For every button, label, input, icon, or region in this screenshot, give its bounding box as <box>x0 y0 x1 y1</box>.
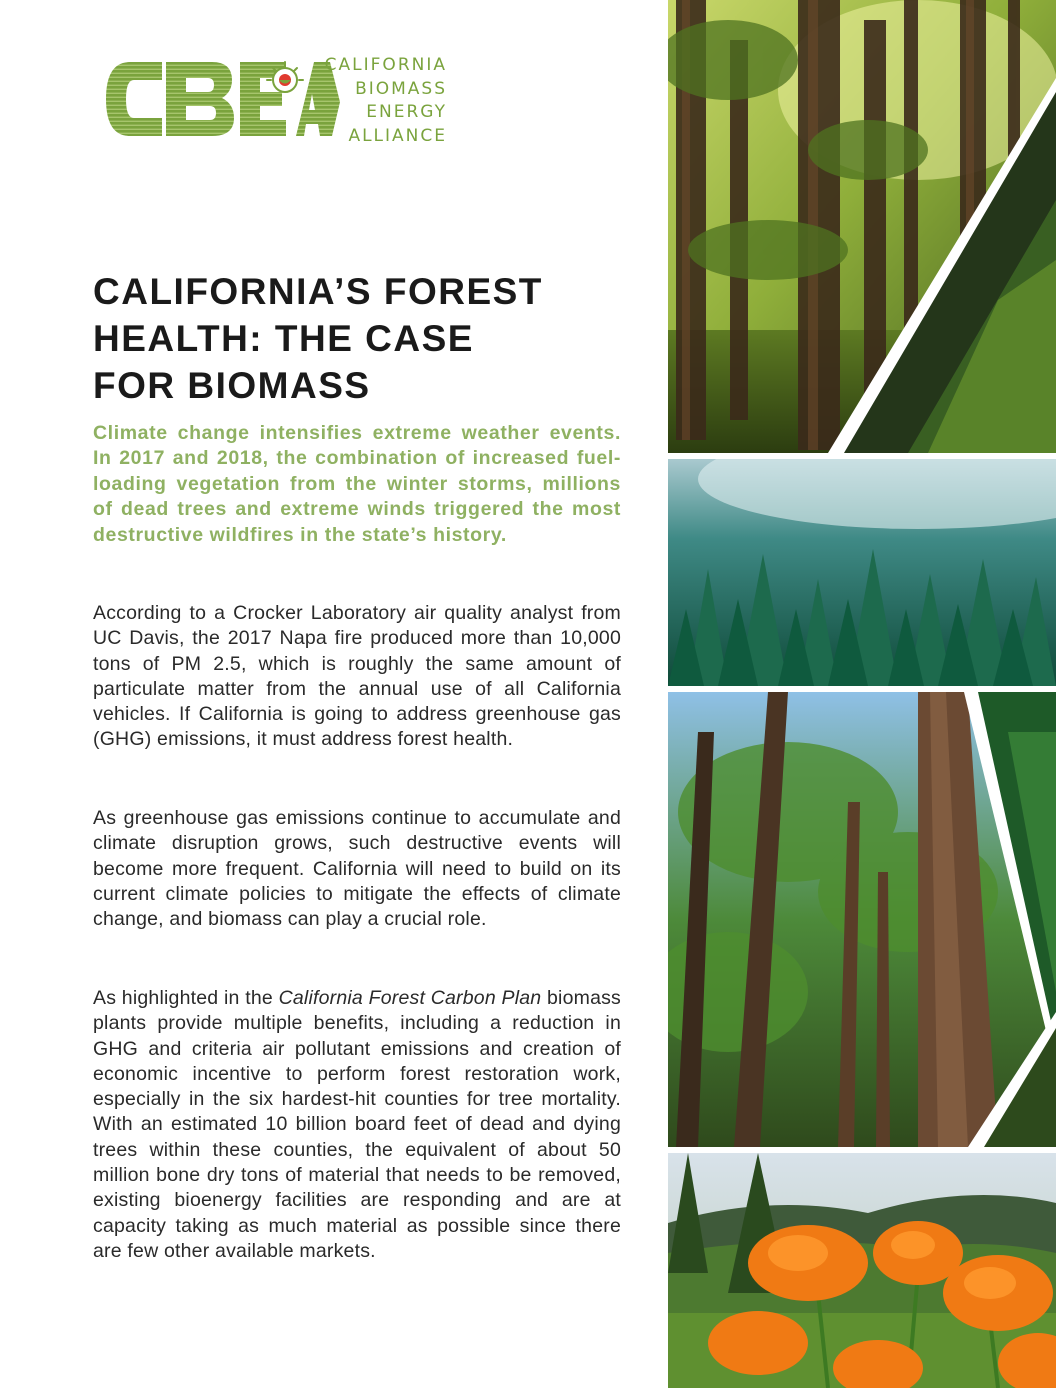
logo-line: ENERGY <box>366 102 447 122</box>
photo-column <box>668 0 1056 1388</box>
page-title <box>93 268 633 409</box>
title-line: FOR BIOMASS <box>93 365 371 406</box>
logo-line: ALLIANCE <box>348 125 447 146</box>
california-poppies-photo <box>668 1153 1056 1388</box>
carbon-plan-intro: As highlighted in the <box>93 987 273 1009</box>
lede-paragraph: Climate change intensifies extreme weather events. In 2017 and 2018, the combination of increased fuel-loading vegetation from the winter storms, millions of dead trees and extreme winds triggered the most destructive wildfires in the state’s history. <box>93 422 621 546</box>
redwood-forest-photo <box>668 0 1056 453</box>
body-paragraph-air-quality: According to a Crocker Laboratory air quality analyst from UC Davis, the 2017 Napa fire produced more than 10,000 tons of PM 2.5, which is roughly the same amount of particulate matter from the annual use of all California vehicles. If California is going to address greenhouse gas (GHG) emissions, it must address forest health. <box>93 602 621 751</box>
cbea-logo-mark <box>100 54 340 144</box>
logo-line: BIOMASS <box>355 78 447 99</box>
carbon-plan-title: California Forest Carbon Plan <box>278 987 542 1009</box>
body-paragraph-carbon-plan <box>93 986 621 1264</box>
cbea-logo <box>100 54 445 146</box>
title-line: CALIFORNIA’S FOREST <box>93 271 543 312</box>
logo-wordmark <box>322 54 447 148</box>
misty-conifer-forest-photo <box>668 459 1056 686</box>
logo-line: CALIFORNIA <box>324 55 447 75</box>
redwood-canopy-photo <box>668 692 1056 1147</box>
body-paragraph-emissions: As greenhouse gas emissions continue to accumulate and climate disruption grows, such destructive events will become more frequent. California will need to build on its current climate policies to mitigate the effects of climate change, and biomass can play a crucial role. <box>93 807 621 931</box>
carbon-plan-body: biomass plants provide multiple benefits, including a reduction in GHG and criteria air pollutant emissions and creation of economic incentive to perform forest restoration work, especially in the six hardest-hit counties for tree mortality. With an estimated 10 billion board feet of dead and dying trees within these counties, the equivalent of about 50 million bone dry tons of material that needs to be removed, existing bioenergy facilities are responding and are at capacity taking as much material as possible since there are few other available markets. <box>93 987 622 1262</box>
title-line: HEALTH: THE CASE <box>93 318 474 359</box>
